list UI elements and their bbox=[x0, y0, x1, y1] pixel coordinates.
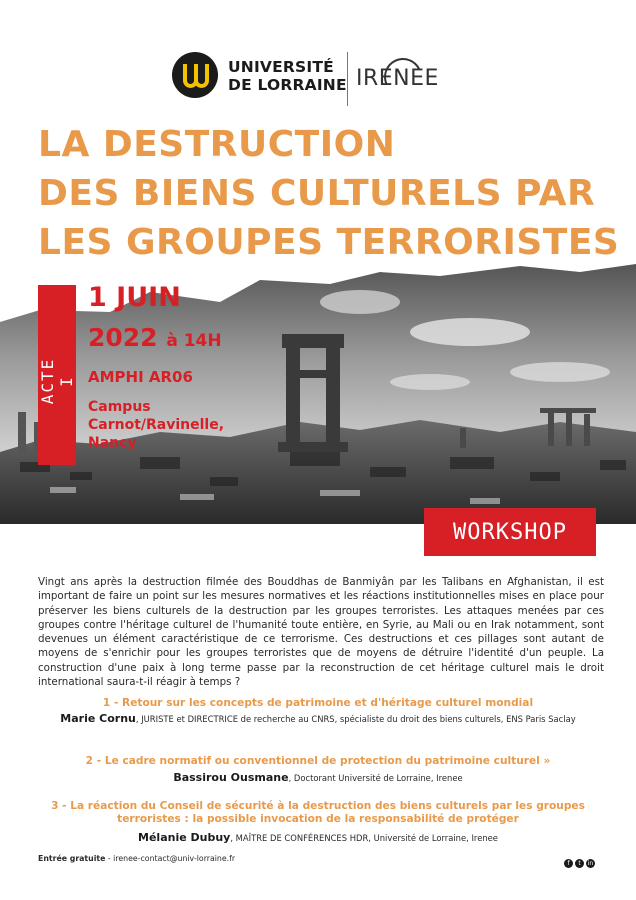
university-line2: DE LORRAINE bbox=[228, 76, 347, 94]
program-item-1-role: , JURISTE et DIRECTRICE de recherche au CNRS, spécialiste du droit des biens culturels, ENS Paris Saclay bbox=[135, 714, 576, 724]
irenee-logo: IRENEE bbox=[356, 66, 439, 91]
program-item-3-speaker-line bbox=[38, 831, 598, 845]
footer-entry: Entrée gratuite bbox=[38, 854, 106, 863]
social-icons bbox=[562, 850, 595, 869]
university-line1: UNIVERSITÉ bbox=[228, 58, 334, 76]
event-day: 1 JUIN bbox=[88, 282, 181, 313]
program-item-3-role: , MAÎTRE DE CONFÉRENCES HDR, Université de Lorraine, Irenee bbox=[230, 833, 498, 843]
footer bbox=[38, 854, 235, 863]
workshop-label: WORKSHOP bbox=[453, 520, 567, 545]
event-time: à 14H bbox=[166, 331, 222, 351]
event-year: 2022 bbox=[88, 323, 158, 352]
facebook-icon[interactable]: f bbox=[564, 859, 573, 868]
program-item-2-role: , Doctorant Université de Lorraine, Irenee bbox=[288, 773, 463, 783]
title-line2: DES BIENS CULTURELS PAR bbox=[38, 173, 596, 214]
event-year-time bbox=[88, 323, 222, 352]
program-item-2-speaker-line bbox=[38, 771, 598, 785]
event-room: AMPHI AR06 bbox=[88, 368, 193, 386]
program-item-2-title: 2 - Le cadre normatif ou conventionnel de protection du patrimoine culturel » bbox=[85, 755, 551, 767]
page-title bbox=[38, 120, 618, 267]
program-item-3-title: 3 - La réaction du Conseil de sécurité à la destruction des biens culturels par les groupes terroristes : la possible invocation de la responsabilité de protéger bbox=[51, 800, 585, 825]
program-item-3-speaker: Mélanie Dubuy bbox=[138, 831, 231, 844]
title-line1: LA DESTRUCTION bbox=[38, 124, 396, 165]
universite-lorraine-logo-icon bbox=[172, 52, 218, 98]
linkedin-icon[interactable]: in bbox=[587, 860, 594, 867]
acte-label: ACTE I bbox=[38, 357, 76, 405]
program-item-2-speaker: Bassirou Ousmane bbox=[173, 771, 289, 784]
program-item-1-speaker-line bbox=[38, 712, 598, 726]
program-item-1-title: 1 - Retour sur les concepts de patrimoine et d'héritage culturel mondial bbox=[102, 697, 534, 709]
intro-paragraph: Vingt ans après la destruction filmée des Bouddhas de Banmiyân par les Talibans en Afghanistan, il est important de faire un point sur les mesures normatives et les réactions institutionnelles mises en place pour préserver les biens culturels de la destruction par les groupes terroristes. Les attaques menées par ces groupes contre l'héritage culturel de l'humanité toute entière, en Syrie, au Mali ou en Irak notamment, sont devenues un élément caractéristique de ce terrorisme. Ces destructions et ces pillages sont autant de moyens de s'enrichir pour les groupes terroristes que de moyens de détruire l'identité d'un peuple. La construction d'une paix à long terme passe par la reconstruction de cet héritage culturel mais le droit international saura-t-il réagir à temps ? bbox=[38, 576, 604, 689]
title-line3: LES GROUPES TERRORISTES bbox=[38, 222, 620, 263]
event-campus: Campus Carnot/Ravinelle, Nancy bbox=[88, 399, 225, 451]
logo-divider bbox=[347, 52, 348, 106]
twitter-icon[interactable]: t bbox=[575, 859, 584, 868]
footer-email[interactable]: - irenee-contact@univ-lorraine.fr bbox=[105, 854, 236, 863]
program-item-1-speaker: Marie Cornu bbox=[60, 712, 136, 725]
university-name bbox=[228, 58, 347, 94]
